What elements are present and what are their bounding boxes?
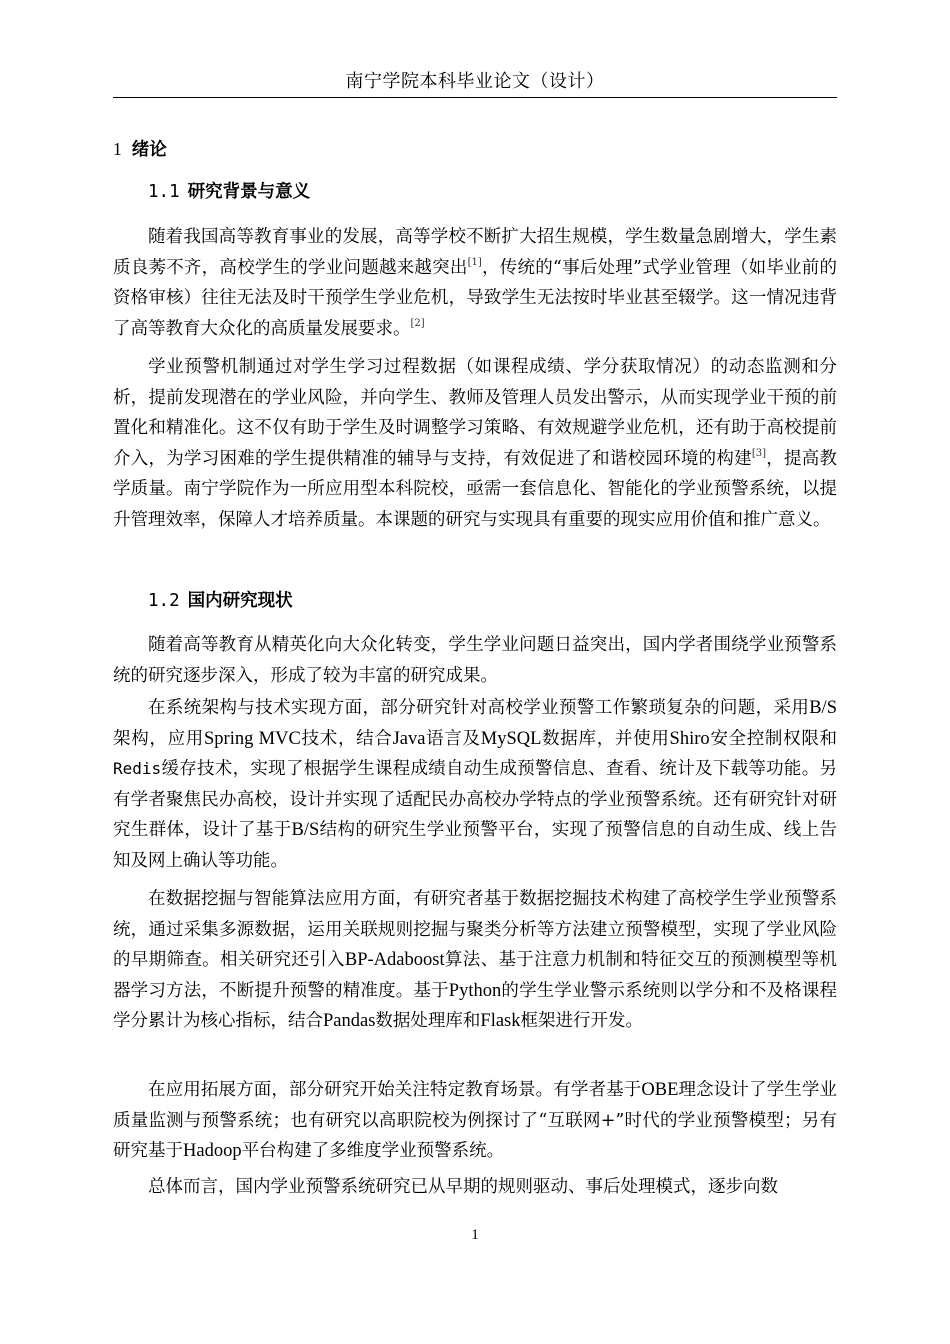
text-run: 在应用拓展方面，部分研究开始关注特定教育场景。有学者基于 bbox=[148, 1080, 642, 1100]
term-hadoop: Hadoop bbox=[183, 1141, 242, 1161]
citation: [1] bbox=[467, 256, 482, 268]
text-run: 理念设计了学生学业质量监测与预警系统；也有研究以高职院校为例探讨了“互联网+”时代的学业预警模型；另有研究基于 bbox=[113, 1080, 838, 1161]
text-run: 框架进行开发。 bbox=[520, 1011, 644, 1031]
text-run: 缓存技术，实现了根据学生课程成绩自动生成预警信息、查看、统计及下载等功能。另有学者聚焦民办高校，设计并实现了适配民办高校办学特点的学业预警系统。还有研究针对研究生群体，设计了基于 bbox=[113, 759, 837, 840]
section-number: 1.1 bbox=[148, 182, 180, 202]
text-run: 的学生学业警示系统则以学分和不及格课程学分累计为核心指标，结合 bbox=[113, 980, 837, 1031]
term-redis: Redis bbox=[113, 759, 162, 778]
term-mysql: MySQL bbox=[480, 728, 542, 749]
section-heading-1-1 bbox=[148, 180, 310, 204]
text-run: 技术，结合 bbox=[300, 728, 393, 749]
section-heading-1-2 bbox=[148, 589, 293, 613]
chapter-number: 1 bbox=[113, 139, 122, 159]
page-number: 1 bbox=[471, 1227, 479, 1243]
text-run: 平台构建了多维度学业预警系统。 bbox=[241, 1141, 505, 1161]
paragraph-status-intro bbox=[113, 630, 837, 691]
term-bs: B/S bbox=[809, 698, 837, 718]
citation: [3] bbox=[751, 447, 767, 459]
text-run: ，提高教学质量。南宁学院作为一所应用型本科院校，亟需一套信息化、智能化的学业预警系统，以提升管理效率，保障人才培养质量。本课题的研究与实现具有重要的现实应用价值和推广意义。 bbox=[113, 448, 837, 530]
text-run: 算法、基于注意力机制和特征交互的预测模型等机器学习方法，不断提升预警的精准度。基于 bbox=[113, 950, 838, 1001]
text-run: 在数据挖掘与智能算法应用方面，有研究者基于数据挖掘技术构建了高校学生学业预警系统，通过采集多源数据，运用关联规则挖掘与聚类分析等方法建立预警模型，实现了学业风险的早期筛查。相关研究还引入 bbox=[113, 889, 837, 970]
text-run: 随着我国高等教育事业的发展，高等学校不断扩大招生规模，学生数量急剧增大，学生素质良莠不齐，高校学生的学业问题越来越突出 bbox=[113, 227, 837, 278]
paragraph-background-2 bbox=[113, 352, 837, 535]
chapter-title: 绪论 bbox=[131, 140, 167, 160]
paragraph-application bbox=[113, 1075, 837, 1167]
paragraph-system-architecture bbox=[113, 693, 837, 876]
text-run: 数据处理库和 bbox=[375, 1011, 481, 1031]
term-bp-adaboost: BP-Adaboost bbox=[344, 950, 445, 970]
text-run: 架构，应用 bbox=[113, 728, 205, 749]
paragraph-summary bbox=[113, 1172, 837, 1203]
text-run: 数据库，并使用 bbox=[541, 728, 670, 749]
text-run: 结构的研究生学业预警平台，实现了预警信息的自动生成、线上告知及网上确认等功能。 bbox=[113, 820, 838, 871]
paragraph-background-1 bbox=[113, 222, 837, 344]
text-run: 总体而言，国内学业预警系统研究已从早期的规则驱动、事后处理模式，逐步向数 bbox=[148, 1177, 778, 1197]
text-run: 学业预警机制通过对学生学习过程数据（如课程成绩、学分获取情况）的动态监测和分析，提前发现潜在的学业风险，并向学生、教师及管理人员发出警示，从而实现学业干预的前置化和精准化。这不仅有助于学生及时调整学习策略、有效规避学业危机，还有助于高校提前介入，为学习困难的学生提供精准的辅导与支持，有效促进了和谐校园环境的构建 bbox=[113, 357, 837, 469]
running-header: 南宁学院本科毕业论文（设计） bbox=[345, 71, 605, 92]
section-title: 国内研究现状 bbox=[187, 591, 293, 611]
text-run: ，传统的“事后处理”式学业管理（如毕业前的资格审核）往往无法及时干预学生学业危机，导致学生无法按时毕业甚至辍学。这一情况违背了高等教育大众化的高质量发展要求。 bbox=[113, 257, 837, 339]
section-number: 1.2 bbox=[148, 591, 180, 611]
term-java: Java bbox=[392, 728, 426, 749]
text-run: 安全控制权限和 bbox=[709, 728, 838, 749]
paragraph-data-mining bbox=[113, 884, 837, 1037]
term-shiro: Shiro bbox=[669, 728, 710, 749]
chapter-heading bbox=[113, 137, 167, 162]
term-flask: Flask bbox=[480, 1011, 521, 1031]
term-pandas: Pandas bbox=[323, 1011, 376, 1031]
term-bs: B/S bbox=[291, 820, 320, 840]
section-title: 研究背景与意义 bbox=[187, 182, 311, 202]
citation: [2] bbox=[410, 317, 425, 329]
text-run: 随着高等教育从精英化向大众化转变，学生学业问题日益突出，国内学者围绕学业预警系统的研究逐步深入，形成了较为丰富的研究成果。 bbox=[113, 635, 837, 686]
term-spring-mvc: Spring MVC bbox=[204, 728, 301, 749]
text-run: 语言及 bbox=[425, 728, 481, 749]
term-obe: OBE bbox=[641, 1080, 679, 1100]
text-run: 在系统架构与技术实现方面，部分研究针对高校学业预警工作繁琐复杂的问题，采用 bbox=[148, 698, 810, 718]
header-rule bbox=[113, 97, 837, 98]
term-python: Python bbox=[448, 980, 502, 1001]
